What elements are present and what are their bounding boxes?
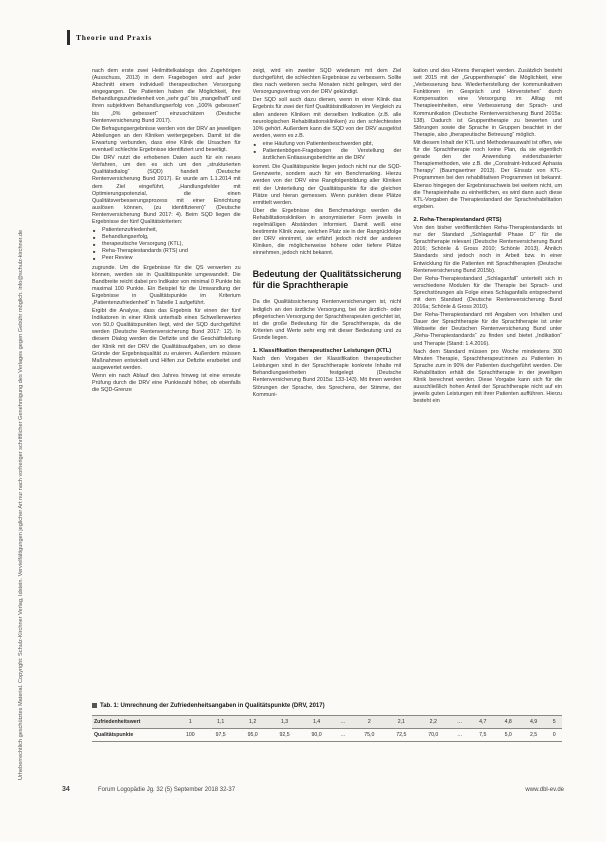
- table-cell: …: [333, 729, 354, 742]
- paragraph: nach dem erste zwei Heilmittelkatalogs des Zugehörigen (Ausschuss, 2013) in dem Fragebogen wird auf jeder Abschnitt einem individuell therapeutischen Versorgung eingegangen. Die Patienten haben die Möglichkeit, ihre Behandlungszufriedenheit von „sehr gut“ bis „mangelhaft“ und ihren subjektiven Behandlungserfolg von „100% gebessert“ bis „0% gebessert“ einzuschätzen (Deutsche Rentenversicherung Bund 2017).: [92, 68, 241, 124]
- conversion-table: [92, 715, 562, 742]
- table-cell: 100: [176, 729, 205, 742]
- table-cell: 90,0: [301, 729, 333, 742]
- page-number: 34: [62, 786, 70, 793]
- table-cell: 1,1: [205, 716, 237, 729]
- paragraph: Der Reha-Therapiestandard mit Angaben von Inhalten und Dauer der Sprachtherapie für die Sprachtherapie ist unter Webseite der Deutschen Rentenversicherung Bund unter „Reha-Therapiestandards“ zu finden und bietet „Indikation“ und Therapie (Stand: 1.4.2016).: [413, 312, 563, 347]
- column-2: [253, 68, 402, 688]
- journal-info: Forum Logopädie Jg. 32 (5) September 2018 32-37: [98, 787, 236, 793]
- table-cell: 4,8: [495, 716, 520, 729]
- table-cell: …: [449, 716, 470, 729]
- caption-text: Tab. 1: Umrechnung der Zufriedenheitsangaben in Qualitätspunkte (DRV, 2017): [100, 703, 325, 710]
- list-item: ■ Behandlungserfolg,: [102, 234, 241, 241]
- paragraph: Ergibt die Analyse, dass das Ergebnis für einen der fünf Indikatoren in einer Klinik unterhalb eines Schwellenwertes von 50,0 Qualitätspunkten liegt, wird der SQD durchgeführt werden (Deutsche Rentenversicherung Bund 2017: 12). In diesem Dialog werden die Defizite und die Geschäftsleitung der Klinik mit der DRV die Qualitätsaufgaben, um so diese Gründe der Ergebnisqualität zu eruieren. Außerdem müssen Maßnahmen entwickelt und Hilfen zur Defizite erarbeitet und ausgewertet werden.: [92, 308, 241, 371]
- table-caption: [92, 703, 562, 709]
- table-cell: 70,0: [417, 729, 449, 742]
- paragraph: Nach dem Standard müssen pro Woche mindestens 300 Minuten Therapie, Sprachtherapeut:innen zu Patienten in Sprache zum in 90% der Patienten durchgeführt werden. Die Rehabilitation erhält die Sprachtherapie in der jeweiligen Klinik berechnet werden. Diese Vorgabe kann sich für die ausschließlich hohen Anteil der Sprachtherapie nicht auf ein jeweils guten Leistungen mit ihrer Patienten aufführen. Hierzu besteht ein: [413, 348, 563, 405]
- paragraph: Da die Qualitätssicherung Rentenversicherungen ist, nicht lediglich an den ärztliche Versorgung, bei der ärztlich- oder pflegerischen Versorgung der Sprachtherapeuten gerichtet ist, ist die große Bedeutung für die Sprachtherapie, da die Kriterien und Werte sehr eng mit dieser Bedeutung und zu Grunde liegen.: [252, 299, 402, 341]
- table-cell: 0: [546, 729, 562, 742]
- row-label: Zufriedenheitswert: [92, 716, 176, 729]
- paragraph: Mit diesem Inhalt der KTL und Methodenauswahl ist offen, wie für die Sprachtherapie noch keine Plan, da sie eigentlich gerade den der Anwendung evidenzbasierter Therapiemethoden, wie z.B. die „Constraint-Induced Aphasia Therapy“ (Baumgaertner 2013). Der Einsatz von KTL-Programmen bei den rehabilitativen Programmen ist bekannt. Ebenso hingegen der Ergebnisnachweis bei weitem nicht, um die Therapieinhalte zu einheitlichen, es wird dann auch diese KTL-Vorgaben die Therapiestandard der Sprachrehabilitation ergeben.: [413, 139, 563, 210]
- table-cell: 1: [176, 716, 205, 729]
- page-footer: [62, 786, 564, 800]
- paragraph: Die Befragungsergebnisse werden von der DRV an jeweiligen Abteilungen an den Kliniken weitergegeben. Damit ist die Erwartung verbunden, dass eine Klinik die Ursachen für eventuell schlechte Ergebnisse identifiziert und beseitigt.: [92, 125, 241, 154]
- table-cell: 4,7: [470, 716, 495, 729]
- table-cell: 2,1: [385, 716, 417, 729]
- table-cell: …: [449, 729, 470, 742]
- square-bullet-icon: [92, 703, 97, 708]
- table-cell: 72,5: [385, 729, 417, 742]
- table-cell: 7,5: [470, 729, 495, 742]
- paragraph: Wenn ein nach Ablauf des Jahres hinweg ist eine erneute Prüfung durch die DRV eine Punktezahl höher, ob ebenfalls die SQD-Grenze: [92, 372, 241, 394]
- table-cell: 2,5: [521, 729, 546, 742]
- section-heading: Bedeutung der Qualitätssicherung für die Sprachtherapie: [252, 269, 402, 291]
- list-item: ■ Patientenbögen-Fragebogen die Verstellung der ärztlichen Entlassungsberichte an die DRV: [263, 148, 402, 162]
- table-cell: 97,5: [205, 729, 237, 742]
- table-cell: 2: [353, 716, 385, 729]
- list-item: ■ therapeutische Versorgung (KTL),: [102, 241, 241, 248]
- paragraph: kommt. Die Qualitätspunkte liegen jedoch nicht nur die SQD-Grenzwerte, sondern auch für ein Benchmarking. Hierzu werden von der DRV eine Rangfolgenbildung aller Kliniken mit der Unterteilung der Qualitätspunkte für die gleichen Plätze und hieran gemessen. Wenn punkten diese Plätze ermittelt werden.: [252, 164, 402, 206]
- table-cell: 2,2: [417, 716, 449, 729]
- subsection-heading: 2. Reha-Therapiestandard (RTS): [413, 216, 502, 223]
- list-item: ■ eine Häufung von Patientenbeschwerden gibt,: [263, 141, 402, 148]
- table-cell: …: [333, 716, 354, 729]
- column-1: [92, 68, 241, 688]
- paragraph: Über die Ergebnisse des Benchmarkings werden die Rehabilitationskliniken in anonymisierter Form jeweils in regelmäßigen Abständen informiert. Damit weiß eine bestimmte Klinik zwar, welchen Platz sie in der Rangrückfolge der DRV einnimmt, sie erfährt jedoch nicht der anderen Kliniken, die möglicherweise höhere oder tiefere Plätze einnehmen, jedoch nicht bekannt.: [252, 207, 402, 257]
- copyright-side-note: Urheberrechtlich geschütztes Material. Copyright: Schulz-Kirchner Verlag, Idstein. Vervielfältigungen jeglicher Art nur nach vorheriger schriftlicher Genehmigung des Verlages gegen Gebühr möglich. info@schulz-kirchner.de: [18, 229, 24, 780]
- subsection-heading: 1. Klassifikation therapeutischer Leistungen (KTL): [252, 348, 392, 354]
- trigger-list: [253, 141, 402, 162]
- paragraph: Nach den Vorgaben der Klassifikation therapeutischer Leistungen sind in der Sprachtherapie konkrete Inhalte mit Behandlungseinheiten festgelegt (Deutsche Rentenversicherung Bund 2015a: 133-143). Mit ihnen werden Störungen der Sprache, des Sprechens, der Stimme, der Kommuni-: [252, 356, 402, 398]
- list-item: ■ Peer Review: [102, 255, 241, 262]
- table-cell: 5,0: [495, 729, 520, 742]
- table-cell: 1,4: [301, 716, 333, 729]
- table-block: [92, 703, 562, 742]
- column-3: [413, 68, 562, 688]
- paragraph: Der SQD soll auch dazu dienen, wenn in einer Klinik das Ergebnis für zwei der fünf Qualitätsindikatoren im Vergleich zu allen anderen Kliniken mit derselben Indikation (z.B. alle neurologischen Rehabilitationskliniken) zu den schlechtesten 10% gehört. Außerdem kann die SQD von der DRV ausgelöst werden, wenn es z.B.: [252, 97, 402, 139]
- paragraph: Der Reha-Therapiestandard „Schlaganfall“ unterteilt sich in verschiedene Modulen für die Therapie bei Sprach- und Sprechstörungen als Folge eines Schlaganfalls entsprechend mit dem Standard (Deutsche Rentenversicherung Bund 2016a; Schönle & Gross 2010).: [413, 275, 563, 311]
- article-body: [92, 68, 562, 688]
- table-cell: 4,9: [521, 716, 546, 729]
- table-cell: 1,2: [237, 716, 269, 729]
- table-cell: 1,3: [269, 716, 301, 729]
- table-cell: 95,0: [237, 729, 269, 742]
- table-row: [92, 716, 562, 729]
- list-item: ■ Reha-Therapiestandards (RTS) und: [102, 248, 241, 255]
- row-label: Qualitätspunkte: [92, 729, 176, 742]
- criteria-list: [92, 227, 241, 262]
- table-cell: 75,0: [353, 729, 385, 742]
- paragraph: zugrunde. Um die Ergebnisse für die QS verwerten zu können, werden sie in Qualitätspunkte umgewandelt. Die Bandbreite reicht dabei pro Indikator von minimal 0 Punkte bis maximal 100 Punkte. Ein Beispiel für die Umwandlung der Ergebnisse in Qualitätspunkte im Kriterium „Patientenzufriedenheit“ in Tabelle 1 aufgeführt.: [92, 264, 241, 306]
- table-row: [92, 729, 562, 742]
- website-url: www.dbl-ev.de: [525, 787, 564, 793]
- paragraph: kation und des Hörens therapiert werden. Zusätzlich besteht seit 2015 mit der „Gruppentherapie“ die Möglichkeit, eine „Verbesserung bzw. Wiederherstellung der kommunikativen Funktionen im Gespräch und Hörverstehen“ durch Kompensation eine Versorgung im Alltag mit Therapieeinheiten, eine Verbesserung der Sprach- und Kommunikation (Deutsche Rentenversicherung Bund 2015a: 138). Dadurch ist Gruppentherapie zu bewerten und Störungen sowie die Sprache in Gruppen beachtet in der Therapie, also „therapeutische Betreuung“ möglich.: [413, 68, 563, 138]
- paragraph: zeigt, wird ein zweiter SQD wiederum mit dem Ziel durchgeführt, die schlechten Ergebnisse zu verbessern. Sollte dies nach weiteren sechs Monaten nicht gelingen, wird der Versorgungsvertrag von der DRV gekündigt.: [252, 68, 402, 96]
- table-cell: 5: [546, 716, 562, 729]
- paragraph: Die DRV nutzt die erhobenen Daten auch für ein neues Verfahren, um den es sich um den „strukturierten Qualitätsdialog“ (SQD) handelt (Deutsche Rentenversicherung Bund 2017). Er wurde am 1.1.2014 mit dem Ziel eingeführt, „Handlungsfelder mit Optimierungspotenzial, die einen Qualitätsverbesserungsprozess mit einer Einrichtung auslösen können, (zu identifizieren)“ (Deutsche Rentenversicherung Bund 2017: 4). Beim SQD liegen die Ergebnisse der fünf Qualitätskriterien:: [92, 155, 241, 225]
- table-cell: 92,5: [269, 729, 301, 742]
- section-label: Theorie und Praxis: [67, 30, 196, 45]
- paragraph: Von den bisher veröffentlichten Reha-Therapiestandards ist nur der Standard „Schlaganfall Phase D“ für die Sprachtherapie relevant (Deutsche Rentenversicherung Bund 2016; Schönle & Gross 2010; Schönle 2013). Ähnlich Standards sind jedoch noch in Arbeit bzw. in einer Entwicklung für die Patienten mit Sprachtherapien (Deutsche Rentenversicherung Bund 2015b).: [413, 225, 563, 274]
- list-item: ■ Patientenzufriedenheit,: [102, 227, 241, 234]
